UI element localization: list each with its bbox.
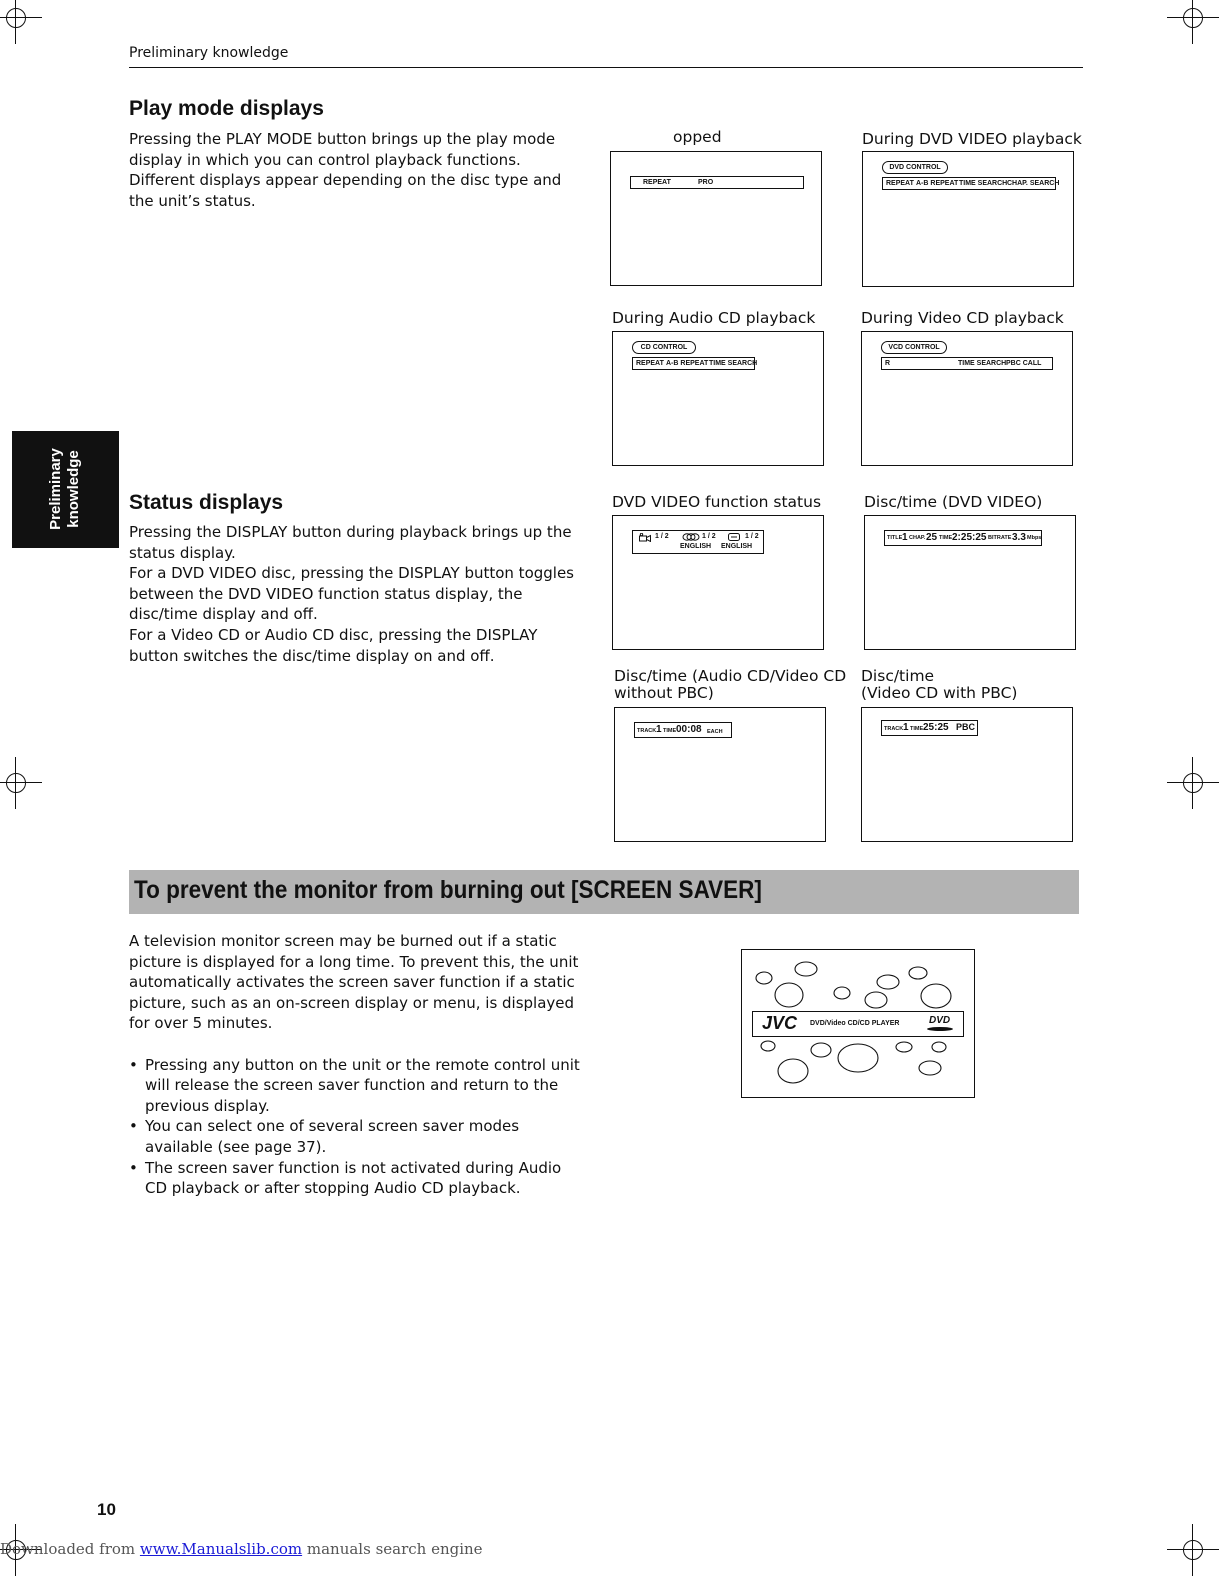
audio-value: 1 / 2 <box>702 533 716 540</box>
crop-mark-top-right <box>1181 6 1205 30</box>
screen-saver-illustration <box>741 949 975 1098</box>
jvc-logo: JVC <box>762 1013 798 1033</box>
play-mode-heading: Play mode displays <box>129 97 324 120</box>
dvd-control-label: DVD CONTROL <box>882 161 948 174</box>
caption-line: Disc/time <box>861 667 935 685</box>
download-footer <box>0 1540 483 1558</box>
subtitle-value: 1 / 2 <box>745 533 759 540</box>
caption-line: (Video CD with PBC) <box>861 684 1018 702</box>
bar-item: TIME SEARCH <box>709 360 758 367</box>
pbc-indicator: PBC <box>956 722 976 732</box>
cd-control-bar <box>632 357 758 370</box>
caption-line: Disc/time (Audio CD/Video CD <box>614 667 847 685</box>
bar-item: A-B REPEAT <box>916 180 959 187</box>
paragraph: A television monitor screen may be burned out if a static picture is displayed for a long time. To prevent this, the unit automatically activates the screen saver function if a static picture, such as an on-screen display or menu, is displayed for over 5 minutes. <box>129 932 579 1033</box>
footer-prefix: Downloaded from <box>0 1540 140 1558</box>
crop-mark-mid-right <box>1181 771 1205 795</box>
bar-item: A-B REPEAT <box>666 360 709 367</box>
screen-saver-notes <box>129 1055 581 1199</box>
disc-time-pbc-bar <box>881 720 978 736</box>
paragraph: Pressing the PLAY MODE button brings up the play mode display in which you can control playback functions. <box>129 130 556 169</box>
audio-language: ENGLISH <box>680 543 712 550</box>
time-value: 2:25:25 <box>952 532 987 543</box>
section-tab-label: Preliminary knowledge <box>47 448 82 530</box>
function-status-bar <box>632 530 764 554</box>
subtitle-icon <box>728 533 740 541</box>
list-item: • Pressing any button on the unit or the remote control unit will release the screen saver function and return to the previous display. <box>129 1055 581 1117</box>
track-label: TRACK <box>637 728 657 734</box>
list-item: • You can select one of several screen saver modes available (see page 37). <box>129 1116 581 1157</box>
vcd-control-label: VCD CONTROL <box>881 341 947 354</box>
audio-icon <box>682 533 700 541</box>
status-text <box>129 522 581 666</box>
dvd-control-bar <box>882 177 1060 190</box>
function-status-screen <box>612 515 824 650</box>
track-value: 1 <box>656 724 662 735</box>
product-label: DVD/Video CD/CD PLAYER <box>810 1020 900 1027</box>
title-value: 1 <box>902 532 908 543</box>
bar-item: TIME SEARCH <box>959 180 1008 187</box>
dvd-logo-swoosh-icon <box>926 1026 954 1032</box>
angle-icon <box>639 533 651 542</box>
crop-mark-mid-left <box>4 771 28 795</box>
vcd-control-bar <box>881 357 1053 370</box>
status-heading: Status displays <box>129 491 284 514</box>
bar-item: TIME SEARCH <box>958 360 1007 367</box>
footer-suffix: manuals search engine <box>302 1540 483 1558</box>
disc-time-dvd-bar <box>884 530 1042 546</box>
dvd-screen <box>862 151 1074 287</box>
dvd-logo: DVD <box>929 1015 951 1026</box>
stopped-caption: opped <box>673 128 722 146</box>
angle-value: 1 / 2 <box>655 533 669 540</box>
function-status-caption: DVD VIDEO function status <box>612 493 822 511</box>
bar-item: REPEAT <box>643 179 671 186</box>
screen-saver-heading: To prevent the monitor from burning out [SCREEN SAVER] <box>134 876 762 904</box>
disc-time-dvd-screen <box>864 515 1076 650</box>
disc-time-cd-screen <box>614 707 826 842</box>
cd-control-label: CD CONTROL <box>632 341 696 354</box>
running-header: Preliminary knowledge <box>129 45 289 61</box>
subtitle-language: ENGLISH <box>721 543 753 550</box>
time-label: TIME <box>910 726 924 732</box>
paragraph: For a Video CD or Audio CD disc, pressing the DISPLAY button switches the disc/time display on and off. <box>129 625 538 665</box>
play-mode-value: EACH <box>707 729 723 735</box>
paragraph: Different displays appear depending on the disc type and the unit’s status. <box>129 171 562 210</box>
time-value: 00:08 <box>676 724 702 735</box>
title-label: TITLE <box>887 535 903 541</box>
bar-item: PRO <box>698 179 714 186</box>
header-rule <box>129 67 1083 68</box>
disc-time-pbc-caption <box>861 668 1017 702</box>
disc-time-pbc-screen <box>861 707 1073 842</box>
track-value: 1 <box>903 722 909 733</box>
audio-cd-caption: During Audio CD playback <box>612 309 816 327</box>
crop-mark-bottom-right <box>1181 1538 1205 1562</box>
page-number: 10 <box>97 1500 116 1519</box>
bar-item: CHAP. SEARCH <box>1007 180 1060 187</box>
video-cd-screen <box>861 331 1073 466</box>
time-label: TIME <box>939 535 953 541</box>
time-value: 25:25 <box>923 722 949 733</box>
play-mode-bar <box>630 176 804 189</box>
disc-time-cd-caption <box>614 668 846 702</box>
crop-mark-top-left <box>4 6 28 30</box>
audio-cd-screen <box>612 331 824 466</box>
play-mode-text <box>129 129 581 211</box>
bitrate-value: 3.3 <box>1012 532 1026 543</box>
screen-saver-text <box>129 931 581 1199</box>
bitrate-unit: Mbps <box>1027 535 1042 541</box>
bar-item: REPEAT <box>636 360 664 367</box>
section-tab <box>12 431 119 548</box>
time-label: TIME <box>663 728 677 734</box>
caption-line: without PBC) <box>614 684 714 702</box>
paragraph: Pressing the DISPLAY button during playback brings up the status display. <box>129 523 572 562</box>
paragraph: For a DVD VIDEO disc, pressing the DISPLAY button toggles between the DVD VIDEO function status display, the disc/time display and off. <box>129 564 574 624</box>
disc-time-dvd-caption: Disc/time (DVD VIDEO) <box>864 493 1043 511</box>
bitrate-label: BITRATE <box>988 535 1012 541</box>
manualslib-link[interactable]: www.Manualslib.com <box>139 1540 303 1558</box>
jvc-banner <box>752 1011 964 1037</box>
bar-item: PBC CALL <box>1006 360 1042 367</box>
track-label: TRACK <box>884 726 904 732</box>
dvd-caption: During DVD VIDEO playback <box>862 130 1082 148</box>
disc-time-cd-bar <box>634 722 732 738</box>
bar-item: REPEAT <box>886 180 914 187</box>
list-item: • The screen saver function is not activated during Audio CD playback or after stopping Audio CD playback. <box>129 1158 581 1199</box>
chapter-label: CHAP. <box>909 535 926 541</box>
bar-item: R <box>885 360 891 367</box>
screen-saver-banner <box>129 870 1079 914</box>
video-cd-caption: During Video CD playback <box>861 309 1064 327</box>
stopped-screen <box>610 151 822 286</box>
chapter-value: 25 <box>926 532 938 543</box>
